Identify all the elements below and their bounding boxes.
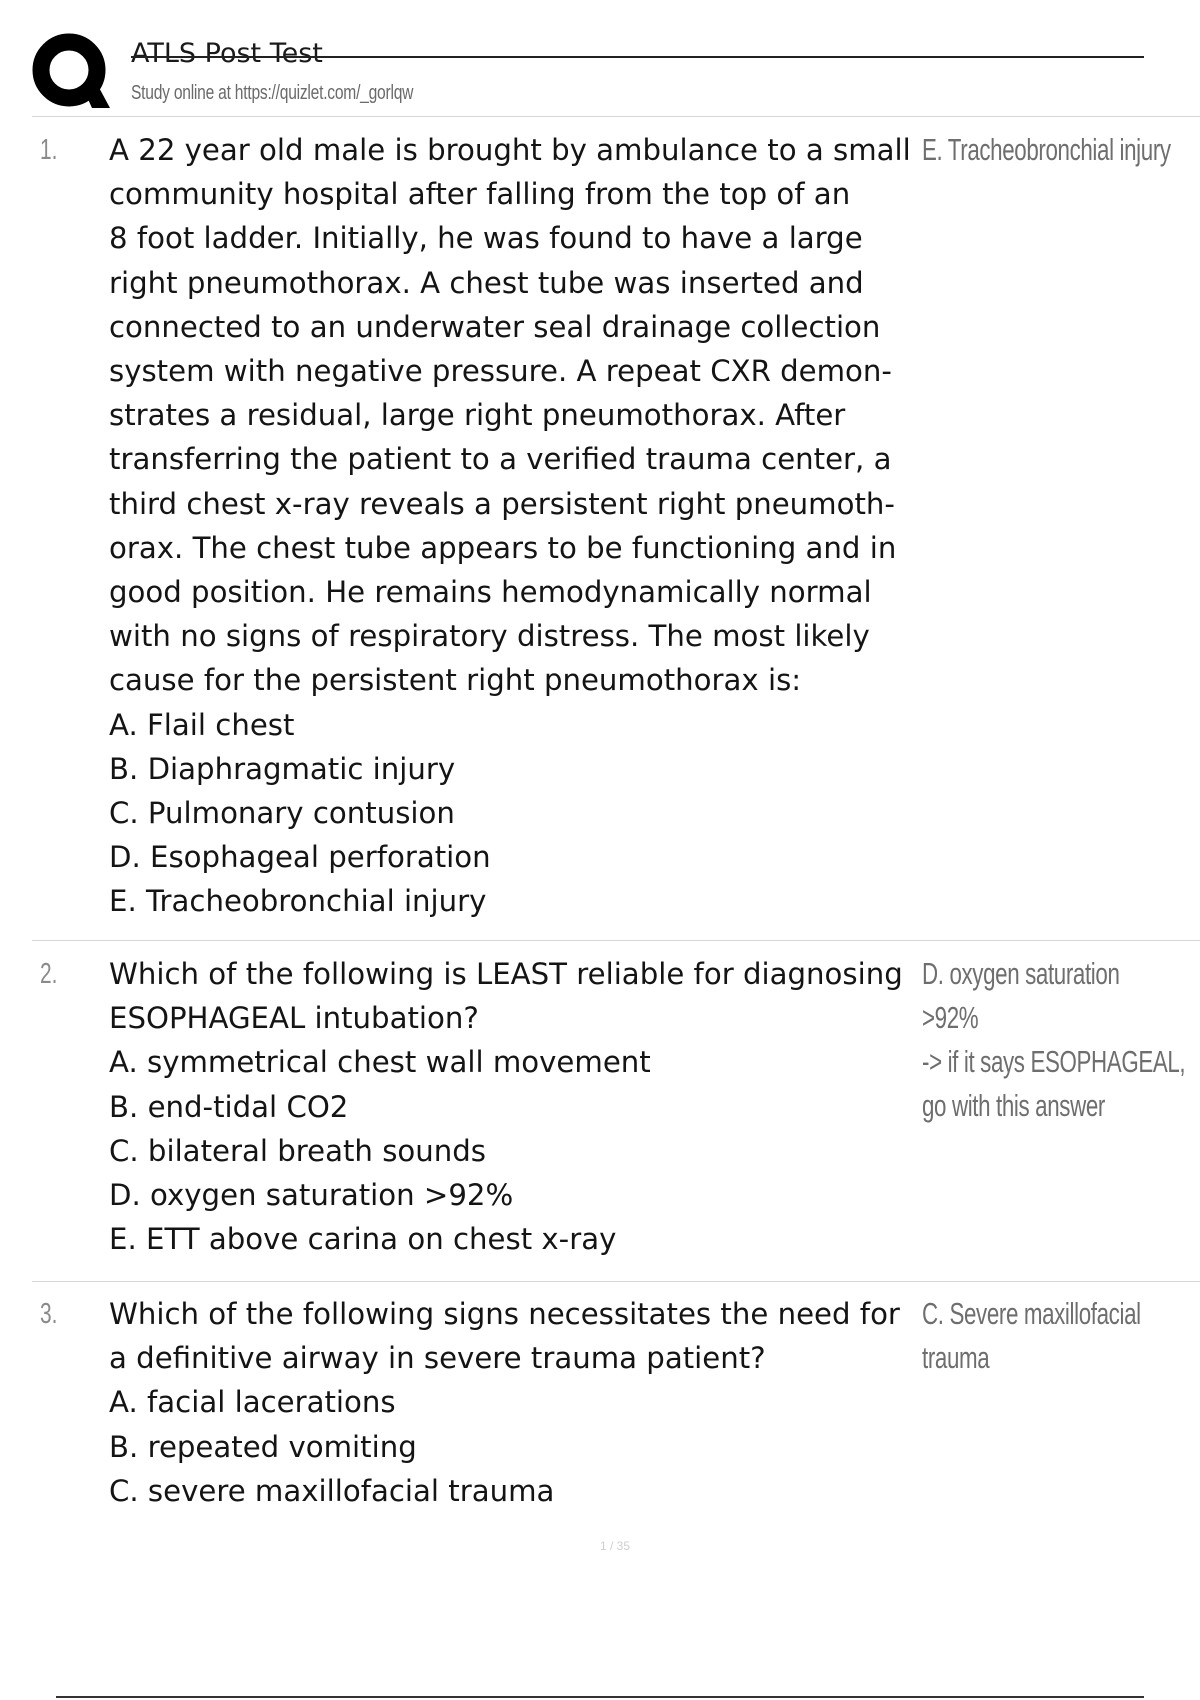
answer-option: B. end-tidal CO2 — [109, 1089, 349, 1124]
question-line: community hospital after falling from the top of an — [109, 177, 851, 212]
question-line: connected to an underwater seal drainage collection — [109, 309, 881, 344]
question-line: Which of the following is LEAST reliable for diagnosing — [109, 957, 903, 991]
quizlet-logo-icon — [30, 30, 112, 112]
answer-line: C. Severe maxillofacial — [922, 1296, 1141, 1331]
question-line: ESOPHAGEAL intubation? — [109, 1001, 479, 1036]
answer-line: -> if it says ESOPHAGEAL, — [922, 1044, 1186, 1079]
study-online-link[interactable]: Study online at https://quizlet.com/_gorlqw — [131, 82, 414, 104]
question-line: 8 foot ladder. Initially, he was found to have a large — [109, 221, 863, 256]
answer-option: E. Tracheobronchial injury — [109, 884, 487, 919]
question-line: transferring the patient to a verified trauma center, a — [109, 442, 892, 477]
question-number: 3. — [40, 1298, 58, 1330]
answer-line: >92% — [922, 1000, 979, 1035]
question-line: with no signs of respiratory distress. The most likely — [109, 619, 870, 654]
answer-option: C. Pulmonary contusion — [109, 796, 455, 831]
question-number: 1. — [40, 134, 58, 166]
answer-text — [922, 1292, 1160, 1380]
question-line: orax. The chest tube appears to be functioning and in — [109, 530, 897, 565]
document-title: ATLS Post Test — [131, 38, 323, 69]
question-text — [109, 1292, 921, 1513]
answer-line: D. oxygen saturation — [922, 956, 1120, 991]
answer-line: E. Tracheobronchial injury — [922, 132, 1171, 167]
footer-rule — [56, 1696, 1144, 1698]
question-line: third chest x-ray reveals a persistent right pneumoth- — [109, 486, 895, 521]
question-text — [109, 952, 921, 1261]
answer-option: D. oxygen saturation >92% — [109, 1178, 514, 1213]
answer-option: D. Esophageal perforation — [109, 840, 491, 875]
answer-option: C. severe maxillofacial trauma — [109, 1473, 555, 1508]
title-rule — [131, 56, 1144, 58]
question-line: system with negative pressure. A repeat CXR demon- — [109, 354, 892, 389]
answer-line: go with this answer — [922, 1088, 1105, 1123]
question-number: 2. — [40, 958, 58, 990]
divider — [32, 1281, 1200, 1282]
answer-option: A. facial lacerations — [109, 1385, 396, 1420]
answer-option: A. symmetrical chest wall movement — [109, 1045, 651, 1080]
question-line: Which of the following signs necessitates the need for — [109, 1297, 900, 1331]
answer-text — [922, 128, 1171, 172]
question-text — [109, 128, 921, 924]
answer-option: A. Flail chest — [109, 707, 295, 742]
answer-option: C. bilateral breath sounds — [109, 1133, 486, 1168]
question-line: strates a residual, large right pneumothorax. After — [109, 398, 846, 433]
question-line: good position. He remains hemodynamically normal — [109, 575, 872, 610]
question-line: a definitive airway in severe trauma patient? — [109, 1341, 766, 1376]
answer-option: B. repeated vomiting — [109, 1429, 417, 1464]
question-line: cause for the persistent right pneumothorax is: — [109, 663, 802, 698]
divider — [32, 116, 1200, 117]
divider — [32, 940, 1200, 941]
answer-line: trauma — [922, 1340, 990, 1375]
answer-option: E. ETT above carina on chest x-ray — [109, 1222, 617, 1257]
answer-text — [922, 952, 1186, 1128]
page-indicator: 1 / 35 — [600, 1539, 631, 1553]
answer-option: B. Diaphragmatic injury — [109, 751, 456, 786]
question-line: A 22 year old male is brought by ambulance to a small — [109, 133, 911, 167]
question-line: right pneumothorax. A chest tube was inserted and — [109, 265, 864, 300]
